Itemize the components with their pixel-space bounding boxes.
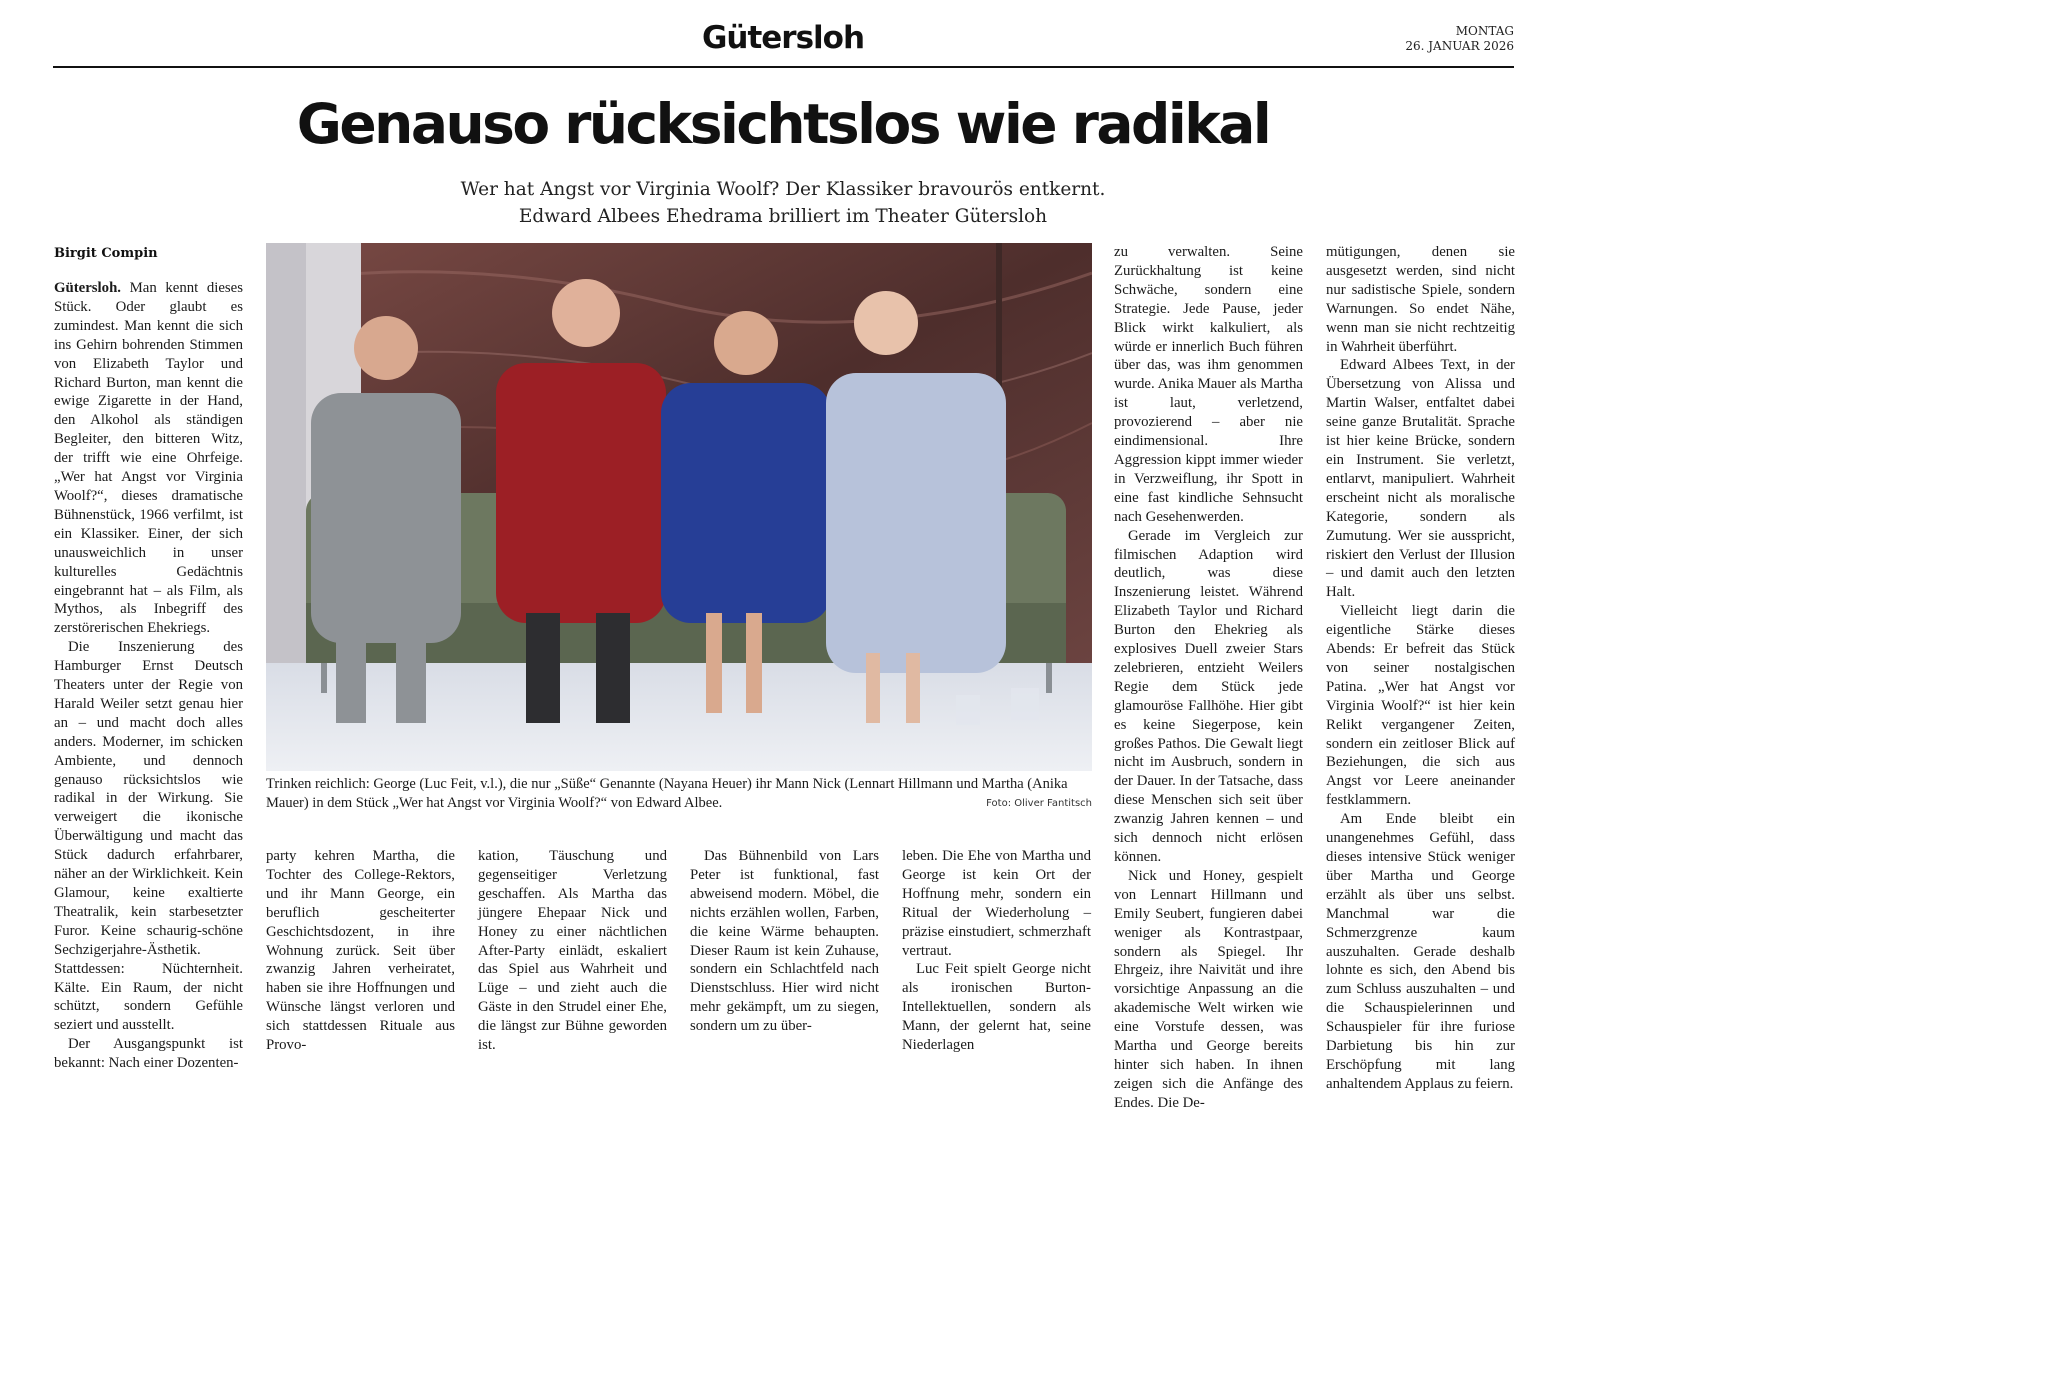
subhead-line-1: Wer hat Angst vor Virginia Woolf? Der Klassiker bravourös entkernt. [460,179,1106,200]
paragraph: Am Ende bleibt ein unangenehmes Gefühl, dass dieses intensive Stück weniger über Martha und George erzählt als über uns selbst. Manchmal war die Schmerzgrenze kaum auszuhalten. Gerade deshalb lohnte es sich, den Abend bis zum Schluss auszuhalten – und die Schauspielerinnen und Schauspieler für ihre furiose Darbietung bis hin zur Erschöpfung mit lang anhaltendem Applaus zu feiern. [1326,811,1515,1092]
paragraph: mütigungen, denen sie ausgesetzt werden, sind nicht nur sadistische Spiele, sondern Warnungen. So endet Nähe, wenn man sie nicht rechtzeitig in Wahrheit überführt. [1326,244,1515,355]
paragraph: leben. Die Ehe von Martha und George ist kein Ort der Hoffnung mehr, sondern ein Ritual der Wiederholung – präzise einstudiert, schmerzhaft vertraut. [902,848,1091,959]
paragraph: zu verwalten. Seine Zurückhaltung ist keine Schwäche, sondern eine Strategie. Jede Pause, jeder Blick wirkt kalkuliert, als würde er innerlich Buch führen über das, was ihm genommen wurde. Anika Mauer als Martha ist laut, verletzend, provozierend – aber nie eindimensional. Ihre Aggression kippt immer wieder in Verzweiflung, ihr Spott in eine fast kindliche Sehnsucht nach Gesehenwerden. [1114,244,1303,525]
photo-caption: Trinken reichlich: George (Luc Feit, v.l.), die nur „Süße“ Genannte (Nayana Heuer) ihr Mann Nick (Lennart Hillmann und Martha (Anika Mauer) in dem Stück „Wer hat Angst vor Virginia Woolf?“ von Edward Albee. [266,776,1068,811]
paragraph [54,279,243,638]
article-column-5 [902,847,1091,1055]
masthead-rule [53,66,1514,68]
paragraph: Nick und Honey, gespielt von Lennart Hillmann und Emily Seubert, fungieren dabei weniger als Kontrastpaar, sondern als Spiegel. Ihr Ehrgeiz, ihre Naivität und ihre vorsichtige Anpassung an die akademische Welt wirken wie eine Vorstufe dessen, was Martha und George bereits hinter sich haben. In ihnen zeigen sich die Anfänge des Endes. Die De- [1114,867,1303,1111]
paragraph: Der Ausgangspunkt ist bekannt: Nach einer Dozenten- [54,1036,243,1072]
stage-photo-illustration [266,243,1092,771]
author-byline: Birgit Compin [54,246,158,261]
subheadline [0,176,1566,230]
article-column-4 [690,847,879,1036]
paragraph: Luc Feit spielt George nicht als ironischen Burton-Intellektuellen, sondern als Mann, der gelernt hat, seine Niederlagen [902,961,1091,1054]
paragraph: kation, Täuschung und gegenseitiger Verletzung geschaffen. Als Martha das jüngere Ehepaar Nick und Honey zu einer nächtlichen After-Party einlädt, eskaliert das Spiel aus Wahrheit und Lüge – und zieht auch die Gäste in den Strudel einer Ehe, die längst zur Bühne geworden ist. [478,848,667,1054]
paragraph: Das Bühnenbild von Lars Peter ist funktional, fast abweisend modern. Möbel, die nichts erzählen wollen, Farben, die keine Wärme behaupten. Dieser Raum ist kein Zuhause, sondern ein Schlachtfeld nach Dienstschluss. Hier wird nicht mehr gekämpft, um zu siegen, sondern um zu über- [690,848,879,1035]
article-column-2 [266,847,455,1055]
article-column-3 [478,847,667,1055]
article-photo [266,243,1092,771]
paragraph: Edward Albees Text, in der Übersetzung von Alissa und Martin Walser, entfaltet dabei seine ganze Brutalität. Sprache ist hier keine Brücke, sondern ein Instrument. Sie verletzt, entlarvt, manipuliert. Wahrheit erscheint nicht als moralische Kategorie, sondern als Zumutung. Wer sie ausspricht, riskiert den Verlust der Illusion – und damit auch den letzten Halt. [1326,357,1515,601]
issue-date [1405,24,1514,54]
article-column-7 [1326,243,1515,1094]
paragraph: party kehren Martha, die Tochter des College-Rektors, und ihr Mann George, ein beruflich gescheiterter Geschichtsdozent, in ihre Wohnung zurück. Seit über zwanzig Jahren verheiratet, haben sie ihre Hoffnungen und Wünsche längst verloren und sich stattdessen Rituale aus Provo- [266,848,455,1054]
subhead-line-2: Edward Albees Ehedrama brilliert im Theater Gütersloh [518,206,1048,227]
photo-credit: Foto: Oliver Fantitsch [986,798,1092,809]
headline: Genauso rücksichtslos wie radikal [296,92,1270,156]
article-column-1 [54,279,243,1073]
paragraph-text: Man kennt dieses Stück. Oder glaubt es zumindest. Man kennt die sich ins Gehirn bohrenden Stimmen von Elizabeth Taylor und Richard Burton, man kennt die ewige Zigarette in der Hand, den Alkohol als ständigen Begleiter, den bitteren Witz, der trifft wie eine Ohrfeige. „Wer hat Angst vor Virginia Woolf?“, dieses dramatische Bühnenstück, 1966 verfilmt, ist ein Klassiker. Einer, der sich unausweichlich in unser kulturelles Gedächtnis eingebrannt hat – als Film, als Mythos, als Inbegriff des zerstörerischen Ehekriegs. [54,280,244,637]
issue-weekday: MONTAG [1455,24,1514,38]
paragraph: Vielleicht liegt darin die eigentliche Stärke dieses Abends: Er befreit das Stück von seiner nostalgischen Patina. „Wer hat Angst vor Virginia Woolf?“ ist hier kein Relikt vergangener Zeiten, sondern ein zeitloser Blick auf Beziehungen, die sich aus Angst vor Leere aneinander festklammern. [1326,603,1515,809]
paragraph: Gerade im Vergleich zur filmischen Adaption wird deutlich, was diese Inszenierung leistet. Während Elizabeth Taylor und Richard Burton den Ehekrieg als explosives Duell zweier Stars zelebrieren, entzieht Weilers Regie dem Stück jede glamouröse Fallhöhe. Hier gibt es keine Siegerpose, kein großes Pathos. Die Gewalt liegt nicht im Ausbruch, sondern in der Dauer. In der Tatsache, dass diese Menschen sich seit über zwanzig Jahren kennen – und sich dennoch nicht erlösen können. [1114,527,1303,865]
paragraph: Die Inszenierung des Hamburger Ernst Deutsch Theaters unter der Regie von Harald Weiler setzt genau hier an – und macht doch alles anders. Moderner, im schicken Ambiente, und dennoch genauso rücksichtslos wie radikal in der Wirkung. Sie verweigert die ikonische Überwältigung und macht das Stück dadurch erfahrbarer, näher an der Wirklichkeit. Kein Glamour, keine exaltierte Theatralik, kein starbesetzter Furor. Keine schaurig-schöne Sechzigerjahre-Ästhetik. Stattdessen: Nüchternheit. Kälte. Ein Raum, der nicht schützt, sondern Gefühle seziert und ausstellt. [54,639,243,1034]
dateline: Gütersloh. [54,280,121,296]
section-title: Gütersloh [701,20,865,56]
issue-date-text: 26. JANUAR 2026 [1405,39,1514,53]
article-column-6 [1114,243,1303,1113]
